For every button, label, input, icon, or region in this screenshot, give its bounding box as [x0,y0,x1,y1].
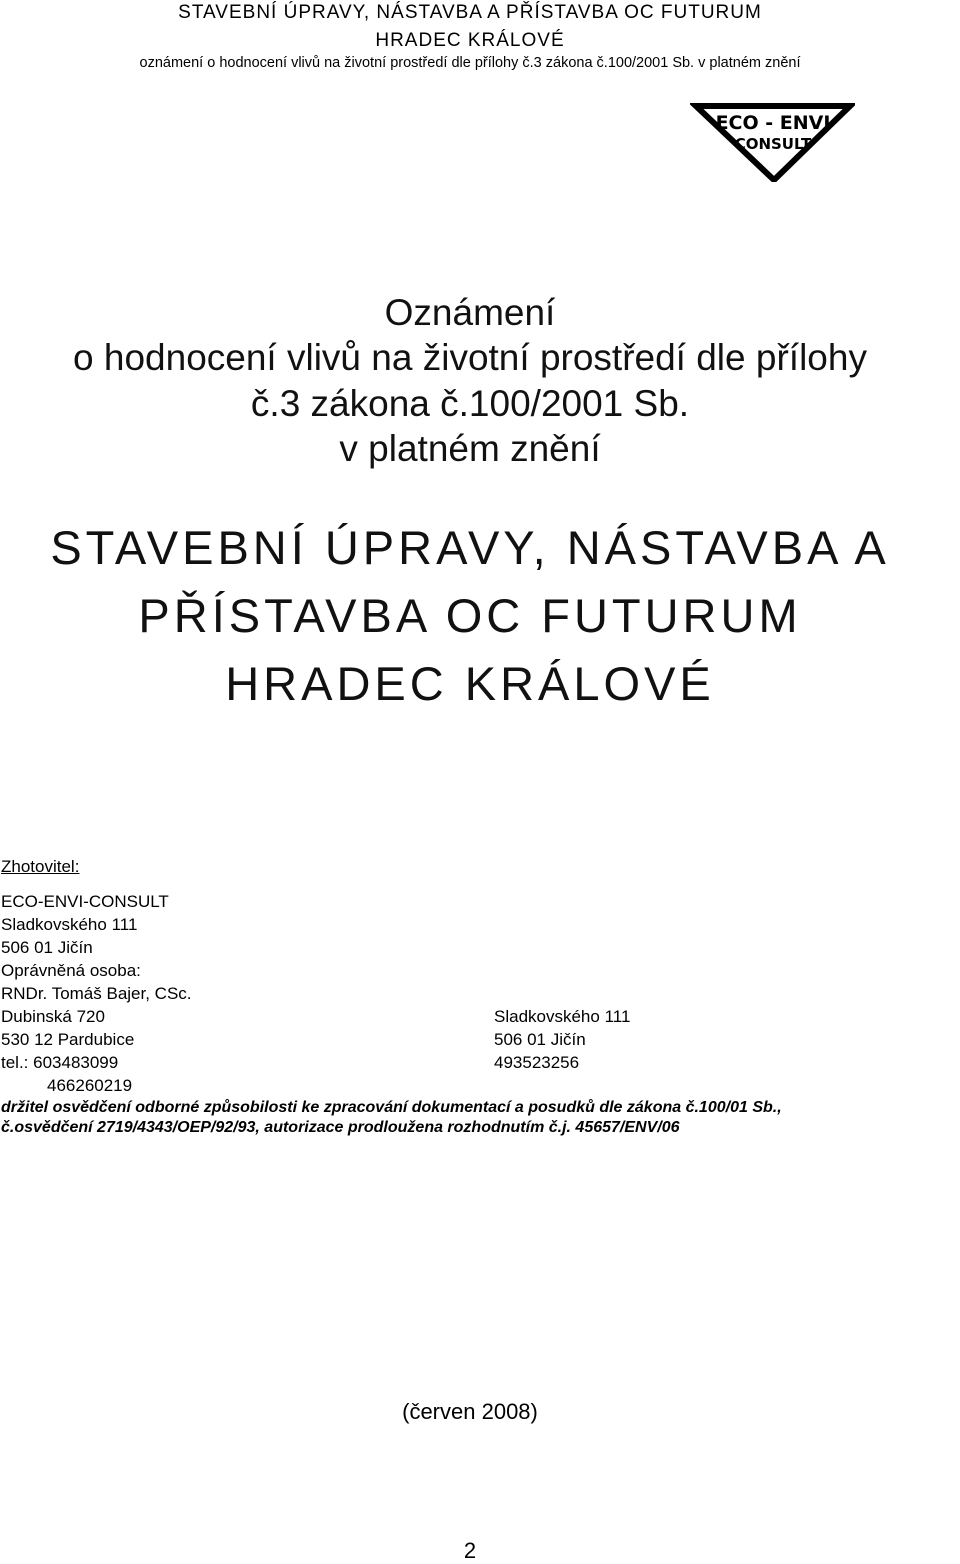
address-1-street: Dubinská 720 [1,1007,105,1026]
document-title-line-4: v platném znění [339,428,601,469]
document-title-line-2: o hodnocení vlivů na životní prostředí dle přílohy [73,337,867,378]
address-2-phone: 493523256 [494,1053,580,1072]
eco-envi-consult-logo [690,102,855,182]
address-1-phone-2: 466260219 [47,1076,133,1095]
certificate-line-1: držitel osvědčení odborné způsobilosti ke zpracování dokumentací a posudků dle zákona č.100/01 Sb., [1,1099,782,1116]
authorized-person-label: Oprávněná osoba: [1,961,141,980]
authorized-person-name: RNDr. Tomáš Bajer, CSc. [1,984,192,1003]
page-number: 2 [463,1538,477,1563]
header-title-line-2: HRADEC KRÁLOVÉ [375,30,565,51]
contractor-city: 506 01 Jičín [1,938,93,957]
address-1-city: 530 12 Pardubice [1,1030,135,1049]
certificate-line-2: č.osvědčení 2719/4343/OEP/92/93, autorizace prodloužena rozhodnutím č.j. 45657/ENV/06 [1,1119,680,1136]
contractor-company: ECO-ENVI-CONSULT [1,892,169,911]
address-1-phone: tel.: 603483099 [1,1053,119,1072]
header-title-line-1: STAVEBNÍ ÚPRAVY, NÁSTAVBA A PŘÍSTAVBA OC FUTURUM [178,2,762,23]
address-2-city: 506 01 Jičín [494,1030,586,1049]
project-name-line-2: PŘÍSTAVBA OC FUTURUM [138,589,802,642]
logo-text-top: ECO - ENVI [715,112,831,134]
project-name-line-1: STAVEBNÍ ÚPRAVY, NÁSTAVBA A [50,521,890,574]
document-date: (červen 2008) [402,1399,538,1424]
logo-text-bottom: CONSULT [734,135,812,153]
address-2-street: Sladkovského 111 [494,1007,631,1026]
project-name-line-3: HRADEC KRÁLOVÉ [225,657,715,710]
document-title: Oznámení [384,292,556,333]
document-title-line-3: č.3 zákona č.100/2001 Sb. [250,383,690,424]
contractor-label: Zhotovitel: [1,857,80,876]
contractor-street: Sladkovského 111 [1,915,138,934]
header-subtitle: oznámení o hodnocení vlivů na životní prostředí dle přílohy č.3 zákona č.100/2001 Sb. v platném znění [139,55,801,71]
